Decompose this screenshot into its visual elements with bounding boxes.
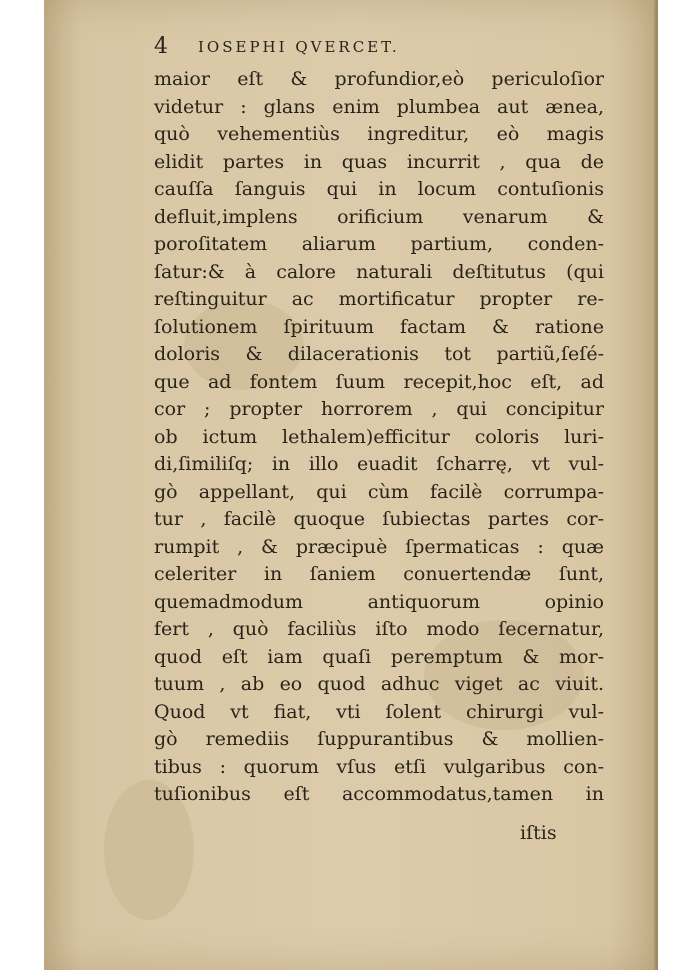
text-line: quod eſt iam quaſi peremptum & mor- (154, 645, 604, 668)
text-line: ob ictum lethalem)efficitur coloris luri- (154, 425, 604, 448)
text-line: defluit,implens orificium venarum & (154, 205, 604, 228)
text-line: gò remediis ſuppurantibus & mollien- (154, 728, 604, 750)
text-line: di,ſimiliſq; in illo euadit ſcharrę, vt vul- (154, 453, 604, 475)
text-line: fert , quò faciliùs iſto modo ſecernatur, (154, 618, 604, 640)
text-line: quemadmodum antiquorum opinio (154, 590, 604, 613)
text-line: tuum , ab eo quod adhuc viget ac viuit. (154, 673, 604, 695)
text-line: tur , facilè quoque ſubiectas partes cor- (154, 508, 604, 530)
text-line: tuſionibus eſt accommodatus,tamen in (154, 783, 604, 805)
running-head: IOSEPHI QVERCET. (198, 38, 400, 56)
text-line: reſtinguitur ac mortificatur propter re- (154, 288, 604, 310)
text-line: ſatur:& à calore naturali deſtitutus (qui (154, 260, 604, 283)
text-line: cauſſa ſanguis qui in locum contuſionis (154, 178, 604, 200)
scan-margin (658, 0, 690, 976)
text-line: videtur : glans enim plumbea aut ænea, (154, 95, 604, 118)
text-line: Quod vt fiat, vti ſolent chirurgi vul- (154, 700, 604, 723)
text-line: que ad fontem ſuum recepit,hoc eſt, ad (154, 370, 604, 393)
text-line: ſolutionem ſpirituum factam & ratione (154, 315, 604, 338)
text-line: maior eſt & profundior,eò periculoſior (154, 68, 604, 90)
text-line: doloris & dilacerationis tot partiũ,ſeſé- (154, 343, 604, 365)
text-line: tibus : quorum vſus etſi vulgaribus con- (154, 755, 604, 778)
text-line: rumpit , & præcipuè ſpermaticas : quæ (154, 535, 604, 558)
text-line: gò appellant, qui cùm facilè corrumpa- (154, 480, 604, 503)
page-header (154, 34, 574, 64)
text-line: celeriter in ſaniem conuertendæ ſunt, (154, 563, 604, 585)
body-text (154, 66, 604, 809)
text-line: poroſitatem aliarum partium, conden- (154, 233, 604, 255)
page-number: 4 (154, 34, 168, 59)
catchword: iſtis (520, 822, 557, 844)
text-line: quò vehementiùs ingreditur, eò magis (154, 123, 604, 145)
text-line: cor ; propter horrorem , qui concipitur (154, 398, 604, 420)
text-line: elidit partes in quas incurrit , qua de (154, 150, 604, 173)
